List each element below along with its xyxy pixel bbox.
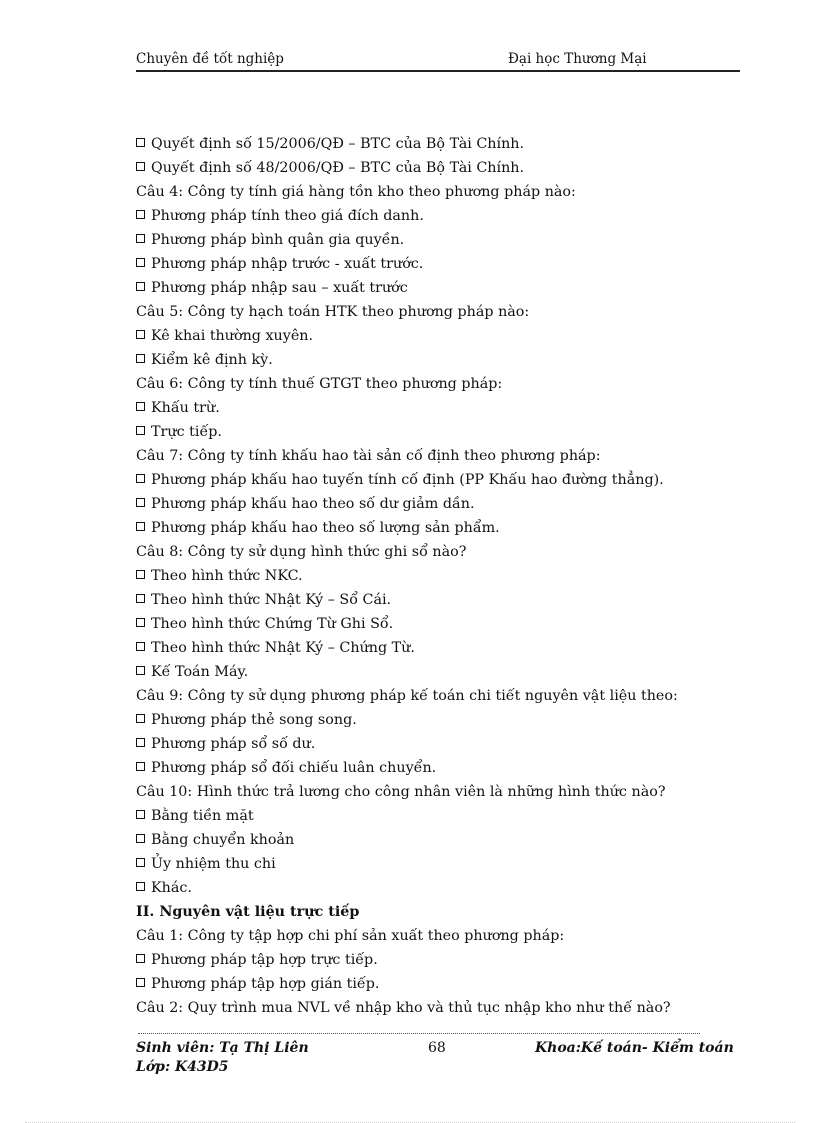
checkbox-icon[interactable] (136, 882, 145, 891)
checkbox-icon[interactable] (136, 330, 145, 339)
line-text: Quyết định số 48/2006/QĐ – BTC của Bộ Tài Chính. (151, 160, 525, 176)
line-text: Phương pháp bình quân gia quyền. (151, 232, 405, 248)
checkbox-icon[interactable] (136, 810, 145, 819)
checkbox-icon[interactable] (136, 426, 145, 435)
line-text: Câu 6: Công ty tính thuế GTGT theo phương pháp: (136, 376, 503, 392)
line-text: Câu 10: Hình thức trả lương cho công nhân viên là những hình thức nào? (136, 784, 666, 800)
checkbox-option-line (136, 348, 736, 372)
checkbox-option-line (136, 948, 736, 972)
page-header (136, 50, 740, 72)
checkbox-icon[interactable] (136, 258, 145, 267)
header-university: Đại học Thương Mại (508, 51, 647, 67)
checkbox-icon[interactable] (136, 522, 145, 531)
question-line (136, 300, 736, 324)
line-text: Phương pháp khấu hao tuyến tính cố định (PP Khấu hao đường thẳng). (151, 472, 664, 488)
line-text: Phương pháp sổ số dư. (151, 736, 316, 752)
checkbox-icon[interactable] (136, 474, 145, 483)
line-text: Phương pháp nhập sau – xuất trước (151, 280, 408, 296)
checkbox-option-line (136, 132, 736, 156)
checkbox-icon[interactable] (136, 498, 145, 507)
checkbox-option-line (136, 492, 736, 516)
checkbox-option-line (136, 804, 736, 828)
page-number: 68 (428, 1040, 446, 1056)
line-text: Phương pháp tập hợp trực tiếp. (151, 952, 378, 968)
footer-dotted-rule (138, 1025, 700, 1034)
checkbox-option-line (136, 588, 736, 612)
checkbox-icon[interactable] (136, 282, 145, 291)
line-text: Bằng chuyển khoản (151, 832, 295, 848)
line-text: Câu 2: Quy trình mua NVL về nhập kho và thủ tục nhập kho như thế nào? (136, 1000, 671, 1016)
checkbox-icon[interactable] (136, 570, 145, 579)
checkbox-option-line (136, 228, 736, 252)
checkbox-icon[interactable] (136, 402, 145, 411)
line-text: Câu 5: Công ty hạch toán HTK theo phương pháp nào: (136, 304, 530, 320)
footer-faculty: Khoa:Kế toán- Kiểm toán (535, 1040, 734, 1056)
checkbox-option-line (136, 276, 736, 300)
question-line (136, 780, 736, 804)
line-text: Ủy nhiệm thu chi (151, 856, 276, 872)
checkbox-icon[interactable] (136, 714, 145, 723)
line-text: Câu 4: Công ty tính giá hàng tồn kho theo phương pháp nào: (136, 184, 576, 200)
checkbox-icon[interactable] (136, 978, 145, 987)
checkbox-icon[interactable] (136, 858, 145, 867)
line-text: Phương pháp sổ đối chiếu luân chuyển. (151, 760, 437, 776)
line-text: II. Nguyên vật liệu trực tiếp (136, 904, 360, 920)
checkbox-option-line (136, 636, 736, 660)
checkbox-option-line (136, 252, 736, 276)
checkbox-option-line (136, 420, 736, 444)
checkbox-option-line (136, 660, 736, 684)
checkbox-option-line (136, 396, 736, 420)
line-text: Kế Toán Máy. (151, 664, 249, 680)
checkbox-icon[interactable] (136, 666, 145, 675)
line-text: Kê khai thường xuyên. (151, 328, 314, 344)
checkbox-icon[interactable] (136, 954, 145, 963)
checkbox-icon[interactable] (136, 138, 145, 147)
checkbox-option-line (136, 708, 736, 732)
checkbox-icon[interactable] (136, 162, 145, 171)
checkbox-option-line (136, 876, 736, 900)
checkbox-icon[interactable] (136, 762, 145, 771)
question-line (136, 996, 736, 1020)
footer-class: Lớp: K43D5 (136, 1059, 229, 1075)
checkbox-option-line (136, 756, 736, 780)
line-text: Phương pháp nhập trước - xuất trước. (151, 256, 424, 272)
checkbox-option-line (136, 204, 736, 228)
checkbox-icon[interactable] (136, 354, 145, 363)
line-text: Phương pháp khấu hao theo số dư giảm dần. (151, 496, 475, 512)
line-text: Theo hình thức NKC. (151, 568, 303, 584)
line-text: Theo hình thức Nhật Ký – Chứng Từ. (151, 640, 415, 656)
section-heading (136, 900, 736, 924)
checkbox-option-line (136, 564, 736, 588)
checkbox-icon[interactable] (136, 834, 145, 843)
checkbox-option-line (136, 468, 736, 492)
line-text: Theo hình thức Chứng Từ Ghi Sổ. (151, 616, 394, 632)
question-line (136, 924, 736, 948)
checkbox-icon[interactable] (136, 738, 145, 747)
line-text: Câu 1: Công ty tập hợp chi phí sản xuất theo phương pháp: (136, 928, 565, 944)
checkbox-icon[interactable] (136, 210, 145, 219)
checkbox-option-line (136, 828, 736, 852)
checkbox-option-line (136, 516, 736, 540)
question-line (136, 684, 736, 708)
checkbox-icon[interactable] (136, 234, 145, 243)
line-text: Khấu trừ. (151, 400, 220, 416)
line-text: Bằng tiền mặt (151, 808, 254, 824)
line-text: Câu 7: Công ty tính khấu hao tài sản cố định theo phương pháp: (136, 448, 601, 464)
header-thesis-title: Chuyên đề tốt nghiệp (136, 51, 284, 67)
line-text: Theo hình thức Nhật Ký – Sổ Cái. (151, 592, 392, 608)
checkbox-option-line (136, 852, 736, 876)
question-line (136, 444, 736, 468)
checkbox-option-line (136, 324, 736, 348)
checkbox-icon[interactable] (136, 618, 145, 627)
line-text: Quyết định số 15/2006/QĐ – BTC của Bộ Tài Chính. (151, 136, 525, 152)
line-text: Phương pháp tính theo giá đích danh. (151, 208, 424, 224)
line-text: Phương pháp khấu hao theo số lượng sản phẩm. (151, 520, 500, 536)
checkbox-option-line (136, 732, 736, 756)
footer-student-name: Sinh viên: Tạ Thị Liên (136, 1040, 309, 1056)
checkbox-icon[interactable] (136, 594, 145, 603)
checkbox-option-line (136, 156, 736, 180)
question-line (136, 372, 736, 396)
document-body (136, 132, 736, 1020)
checkbox-option-line (136, 972, 736, 996)
line-text: Kiểm kê định kỳ. (151, 352, 273, 368)
question-line (136, 540, 736, 564)
line-text: Câu 8: Công ty sử dụng hình thức ghi sổ nào? (136, 544, 467, 560)
line-text: Phương pháp thẻ song song. (151, 712, 357, 728)
checkbox-icon[interactable] (136, 642, 145, 651)
line-text: Phương pháp tập hợp gián tiếp. (151, 976, 380, 992)
line-text: Trực tiếp. (151, 424, 222, 440)
line-text: Khác. (151, 880, 192, 896)
line-text: Câu 9: Công ty sử dụng phương pháp kế toán chi tiết nguyên vật liệu theo: (136, 688, 678, 704)
question-line (136, 180, 736, 204)
checkbox-option-line (136, 612, 736, 636)
